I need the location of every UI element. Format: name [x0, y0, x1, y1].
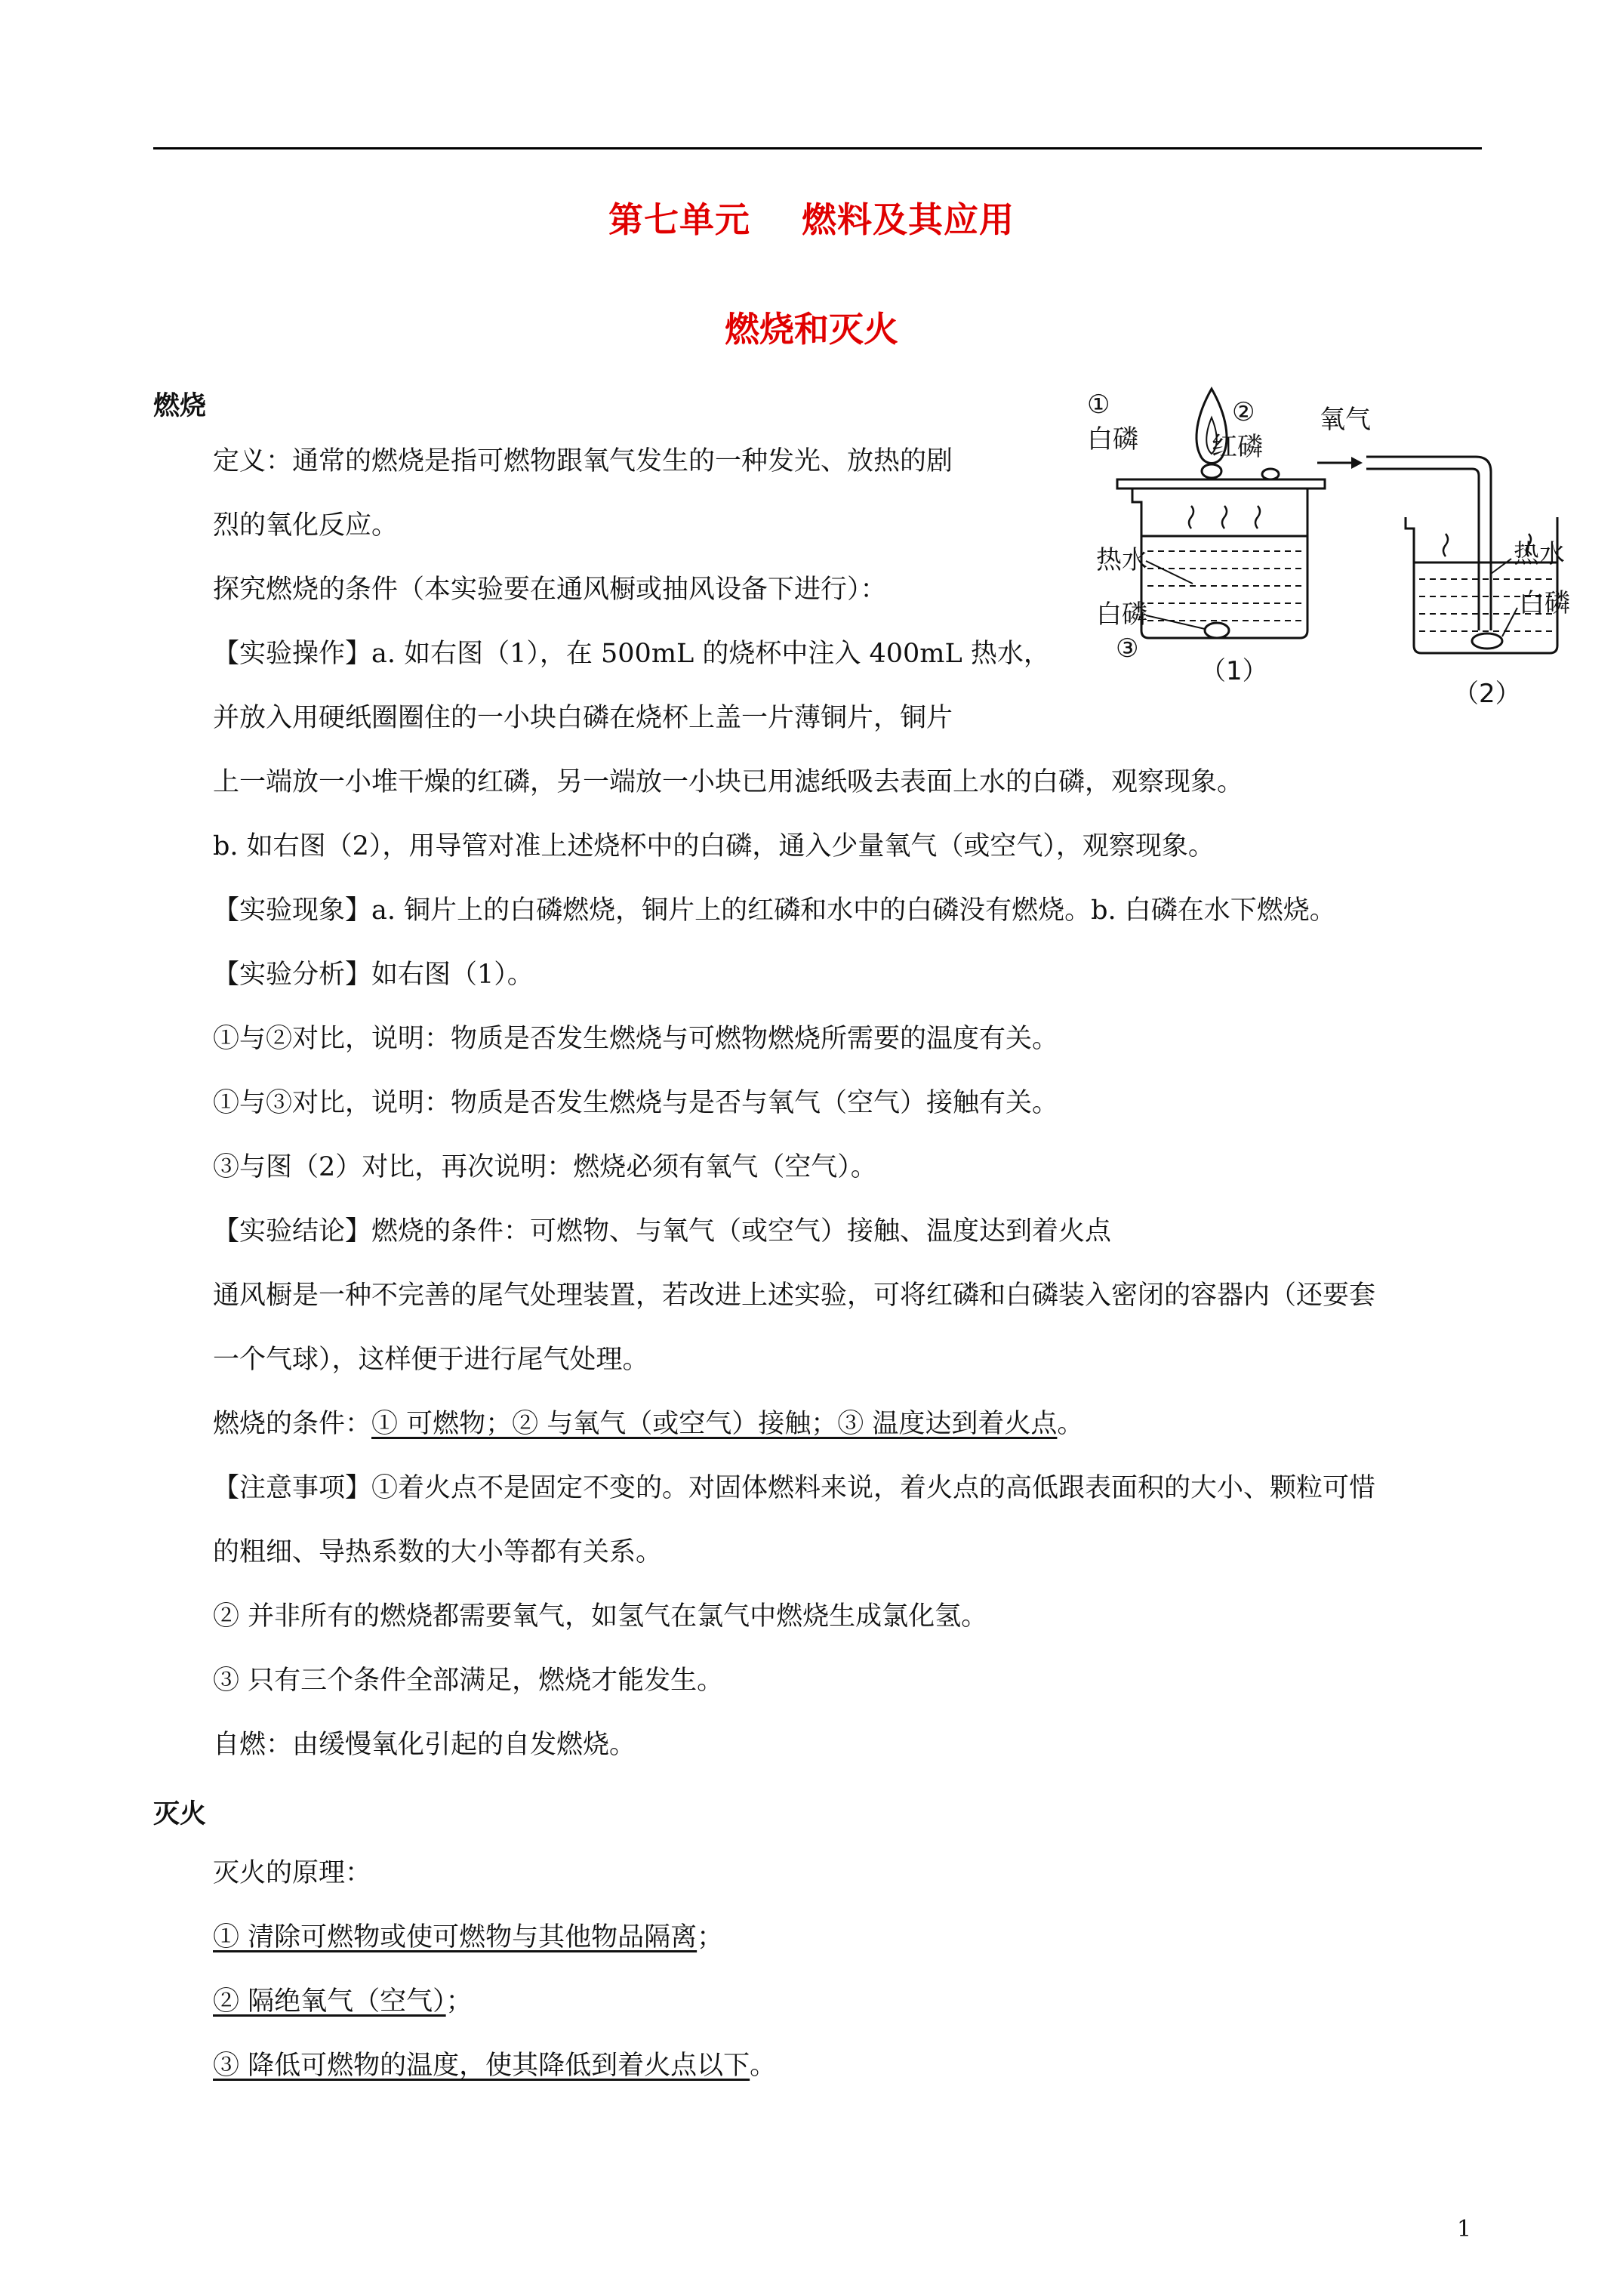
operation-line-3: 上一端放一小堆干燥的红磷，另一端放一小块已用滤纸吸去表面上水的白磷，观察现象。 — [213, 767, 1244, 797]
principle-3: ③ 降低可燃物的温度，使其降低到着火点以下。 — [213, 2051, 777, 2081]
fig-label-2-text: 红磷 — [1212, 432, 1263, 462]
analysis-line: 【实验分析】如右图（1）。 — [213, 960, 534, 990]
experiment-figure — [1057, 381, 1608, 713]
beaker-2 — [1406, 517, 1557, 653]
arrow-right-icon — [1317, 457, 1363, 469]
definition-line-2: 烈的氧化反应。 — [213, 510, 399, 541]
fig-label-3-num: ③ — [1116, 633, 1139, 664]
analysis-compare-3-fig2: ③与图（2）对比，再次说明：燃烧必须有氧气（空气）。 — [213, 1152, 877, 1182]
header-rule — [153, 147, 1482, 149]
red-phosphorus-on-plate — [1262, 469, 1279, 479]
operation-line-1: 【实验操作】a. 如右图（1），在 500mL 的烧杯中注入 400mL 热水， — [213, 639, 1050, 669]
copper-plate — [1117, 479, 1325, 488]
extinguish-intro: 灭火的原理： — [213, 1858, 372, 1888]
page-number: 1 — [1457, 2216, 1472, 2242]
fig-label-white-p-right: 白磷 — [1519, 588, 1570, 618]
fig-label-2-num: ② — [1232, 397, 1255, 427]
notes-line-2: 的粗细、导热系数的大小等都有关系。 — [213, 1537, 663, 1567]
combustion-conditions — [213, 1408, 1083, 1440]
principle-1: ① 清除可燃物或使可燃物与其他物品隔离； — [213, 1922, 724, 1952]
phenomenon-line: 【实验现象】a. 铜片上的白磷燃烧，铜片上的红磷和水中的白磷没有燃烧。b. 白磷在水下燃烧。 — [213, 895, 1336, 926]
notes-line-4: ③ 只有三个条件全部满足，燃烧才能发生。 — [213, 1666, 724, 1696]
fig-caption-1: （1） — [1200, 656, 1268, 686]
analysis-compare-1-2: ①与②对比，说明：物质是否发生燃烧与可燃物燃烧所需要的温度有关。 — [213, 1024, 1059, 1054]
oxygen-tube — [1366, 457, 1491, 630]
experiment-intro: 探究燃烧的条件（本实验要在通风橱或抽风设备下进行）： — [213, 575, 887, 605]
fume-hood-line-2: 一个气球），这样便于进行尾气处理。 — [213, 1345, 649, 1375]
beaker-1 — [1132, 488, 1307, 638]
unit-title: 第七单元 燃料及其应用 — [608, 199, 1015, 240]
definition-line-1: 定义：通常的燃烧是指可燃物跟氧气发生的一种发光、放热的剧 — [213, 446, 953, 476]
fig-caption-2: （2） — [1453, 679, 1521, 709]
operation-line-2: 并放入用硬纸圈圈住的一小块白磷在烧杯上盖一片薄铜片，铜片 — [213, 703, 953, 733]
conclusion-line: 【实验结论】燃烧的条件：可燃物、与氧气（或空气）接触、温度达到着火点 — [213, 1216, 1112, 1247]
conditions-prefix: 燃烧的条件： — [213, 1409, 372, 1439]
notes-line-3: ② 并非所有的燃烧都需要氧气，如氢气在氯气中燃烧生成氯化氢。 — [213, 1601, 988, 1632]
section-heading-extinguish: 灭火 — [153, 1798, 207, 1829]
principle-2: ② 隔绝氧气（空气）； — [213, 1986, 473, 2017]
conditions-suffix: 。 — [1057, 1409, 1084, 1439]
fig-label-1-num: ① — [1087, 390, 1110, 420]
notes-line-1: 【注意事项】①着火点不是固定不变的。对固体燃料来说，着火点的高低跟表面积的大小、颗粒可惜 — [213, 1473, 1376, 1503]
analysis-compare-1-3: ①与③对比，说明：物质是否发生燃烧与是否与氧气（空气）接触有关。 — [213, 1088, 1059, 1118]
lesson-title: 燃烧和灭火 — [725, 309, 898, 350]
section-heading-combustion: 燃烧 — [153, 390, 207, 421]
white-phosphorus-on-plate — [1202, 464, 1221, 478]
operation-line-b: b. 如右图（2），用导管对准上述烧杯中的白磷，通入少量氧气（或空气），观察现象。 — [213, 831, 1215, 861]
fig-label-hot-water-right: 热水 — [1514, 539, 1565, 569]
fig-label-oxygen: 氧气 — [1320, 405, 1371, 435]
fig-label-hot-water-left: 热水 — [1096, 545, 1147, 575]
conditions-underlined: ① 可燃物；② 与氧气（或空气）接触；③ 温度达到着火点 — [371, 1409, 1058, 1439]
spontaneous-combustion: 自燃：由缓慢氧化引起的自发燃烧。 — [213, 1730, 636, 1760]
fume-hood-line-1: 通风橱是一种不完善的尾气处理装置，若改进上述实验，可将红磷和白磷装入密闭的容器内（还要套 — [213, 1281, 1376, 1311]
fig-label-white-p-left: 白磷 — [1096, 599, 1147, 630]
fig-label-1-text: 白磷 — [1087, 424, 1138, 455]
